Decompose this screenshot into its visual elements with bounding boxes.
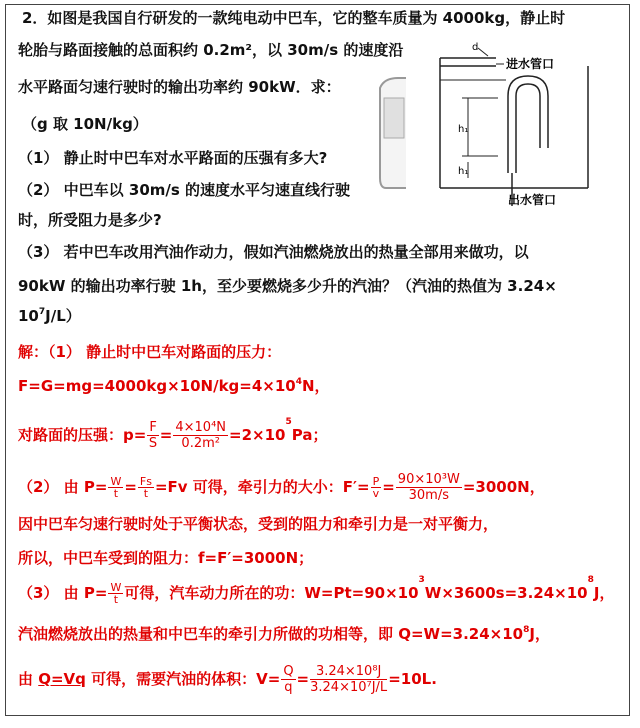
question-line-2: 轮胎与路面接触的总面积约 0.2m²，以 30m/s 的速度沿 bbox=[18, 41, 404, 59]
question-line-1: 2．如图是我国自行研发的一款纯电动中巴车，它的整车质量为 4000kg，静止时 bbox=[22, 9, 566, 27]
answer-line-6: 所以，中巴车受到的阻力：f=F′=3000N； bbox=[18, 549, 314, 567]
question-line-6: （2） 中巴车以 30m/s 的速度水平匀速直线行驶 bbox=[18, 181, 351, 199]
label-h1: h₁ bbox=[458, 166, 469, 177]
label-h2: h₁ bbox=[458, 124, 469, 135]
outlet-label: 出水管口 bbox=[508, 193, 557, 207]
label-d: d bbox=[472, 42, 479, 53]
fraction-fs-over-t: $\frac{Fs}{t}$ bbox=[139, 475, 152, 500]
question-line-9: 90kW 的输出功率行驶 1h，至少要燃烧多少升的汽油？（汽油的热值为 3.24× bbox=[18, 277, 557, 295]
fraction-w-over-t: $\frac{W}{t}$ bbox=[110, 475, 122, 500]
answer-line-5: 因中巴车匀速行驶时处于平衡状态，受到的阻力和牵引力是一对平衡力， bbox=[18, 515, 499, 533]
fraction-p-over-v: $\frac{P}{v}$ bbox=[372, 475, 380, 500]
fraction-f-over-s: $\frac{F}{S}$ bbox=[148, 420, 158, 451]
answer-line-9: 由 Q=Vq 可得，需要汽油的体积：V= $\frac{Q}{q}$ = $\frac{\text{3.24×10⁸J}}{\text{3.24×10⁷J/L}}$ =10L. bbox=[18, 664, 437, 695]
fraction-w-over-t-2: $\frac{W}{t}$ bbox=[110, 581, 122, 606]
answer-line-4: （2） 由 P= $\frac{W}{t}$ = $\frac{Fs}{t}$ =Fv 可得，牵引力的大小：F′= $\frac{P}{v}$ = $\frac{\text{90×10³W}}{30m/s}$ =3000N， bbox=[18, 472, 545, 503]
question-line-10: $10^7J/L$） bbox=[18, 307, 81, 325]
pipe-diagram bbox=[378, 38, 628, 212]
answer-line-1: 解：（1） 静止时中巴车对路面的压力： bbox=[18, 343, 282, 361]
answer-line-3: 对路面的压强：p= $\frac{F}{S}$ = $\frac{\text{4×10⁴N}}{\text{0.2m²}}$ $=2\times 10^5Pa$； bbox=[18, 417, 328, 451]
fraction-pressure: $\frac{\text{4×10⁴N}}{\text{0.2m²}}$ bbox=[175, 420, 227, 451]
fraction-q-over-q: $\frac{Q}{q}$ bbox=[283, 664, 294, 695]
question-line-7: 时，所受阻力是多少? bbox=[18, 211, 162, 229]
answer-line-7: （3） 由 P= $\frac{W}{t}$ 可得，汽车动力所在的功：$W=Pt=90\times 10^3W\times 3600s=3.24\times 10^8J$， bbox=[18, 575, 615, 606]
fraction-traction: $\frac{\text{90×10³W}}{30m/s}$ bbox=[397, 472, 460, 503]
fraction-volume: $\frac{\text{3.24×10⁸J}}{\text{3.24×10⁷J/L}}$ bbox=[310, 664, 388, 695]
question-line-3: 水平路面匀速行驶时的输出功率约 90kW．求： bbox=[18, 78, 341, 96]
question-line-4: （g 取 10N/kg） bbox=[22, 115, 148, 133]
answer-line-2: $F=G=mg=4000kg\times 10N/kg=4\times 10^4N$， bbox=[18, 377, 330, 395]
inlet-label: 进水管口 bbox=[506, 57, 555, 71]
question-line-5: （1） 静止时中巴车对水平路面的压强有多大? bbox=[18, 149, 328, 167]
question-line-8: （3） 若中巴车改用汽油作动力，假如汽油燃烧放出的热量全部用来做功，以 bbox=[18, 243, 529, 261]
answer-line-8: 汽油燃烧放出的热量和中巴车的牵引力所做的功相等，即 $Q=W=3.24\times 10^8J$， bbox=[18, 625, 550, 643]
